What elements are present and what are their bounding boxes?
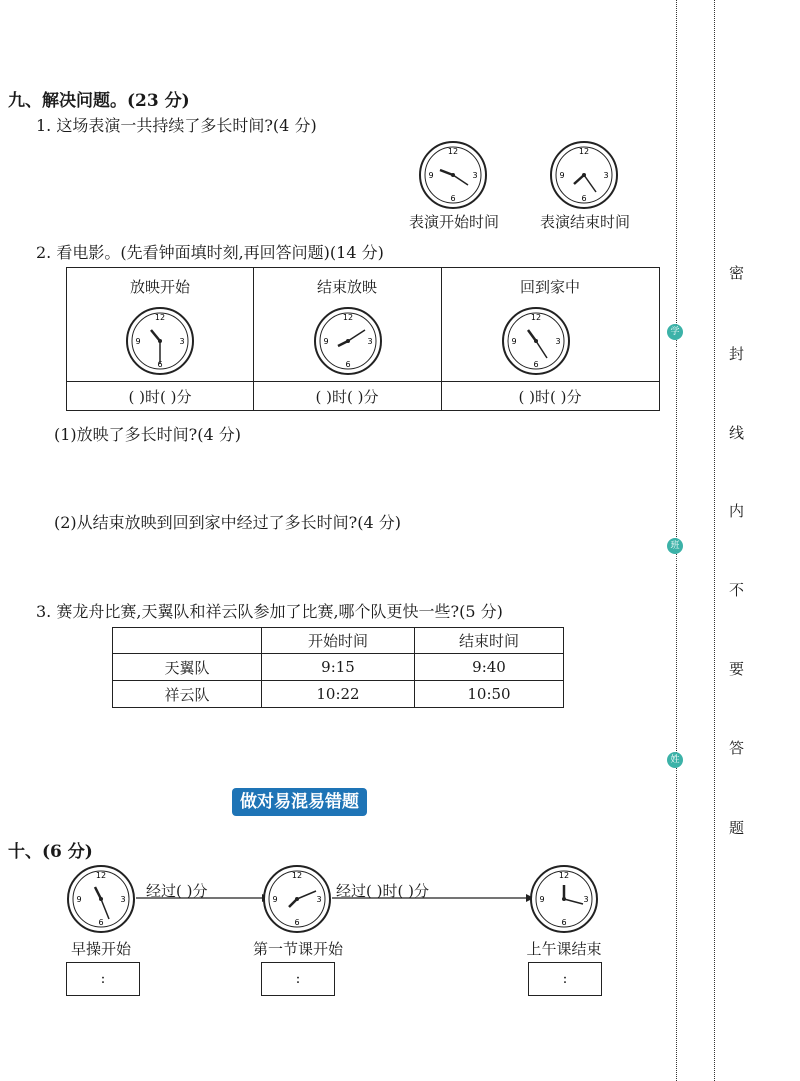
svg-text:9: 9 [559,171,565,180]
q1-caption-end: 表演结束时间 [539,213,630,231]
svg-text:3: 3 [367,337,373,346]
question-2-sub2: (2)从结束放映到回到家中经过了多长时间?(4 分) [54,513,401,532]
svg-text:6: 6 [345,360,351,369]
team-name: 天翼队 [113,654,262,681]
label-first-class: 第一节课开始 [252,940,343,958]
clock-morning-exercise [66,864,136,934]
movie-header-home: 回到家中 [519,278,580,296]
race-header-empty [113,628,262,654]
time-blank-morning-exercise[interactable]: : [66,962,140,996]
svg-text:3: 3 [472,171,478,180]
seal-char: 封 [729,345,745,363]
start-time: 9:15 [262,654,415,681]
svg-text:12: 12 [447,147,459,156]
svg-text:6: 6 [450,194,456,203]
clock-movie-end [313,306,383,376]
time-blank-morning-end[interactable]: : [528,962,602,996]
svg-text:9: 9 [272,895,278,904]
svg-text:9: 9 [428,171,434,180]
question-2-sub1: (1)放映了多长时间?(4 分) [54,425,241,444]
svg-text:12: 12 [154,313,166,322]
seal-char: 密 [729,264,745,282]
svg-text:3: 3 [583,895,589,904]
section10-title: 十、(6 分) [8,842,93,862]
svg-text:12: 12 [342,313,354,322]
svg-text:12: 12 [558,871,570,880]
movie-header-end: 结束放映 [316,278,377,296]
table-row [113,654,564,681]
svg-text:12: 12 [95,871,107,880]
binding-line-right [714,0,715,1081]
seal-char: 不 [729,581,745,599]
mistake-banner: 做对易混易错题 [232,788,367,816]
svg-text:6: 6 [98,918,104,927]
end-time: 10:50 [415,681,564,708]
svg-text:6: 6 [533,360,539,369]
race-header-start: 开始时间 [262,628,415,654]
svg-text:3: 3 [179,337,185,346]
svg-text:9: 9 [511,337,517,346]
clock-q1-start [418,140,488,210]
svg-text:9: 9 [539,895,545,904]
race-header-end: 结束时间 [415,628,564,654]
arrow1-label: 经过( )分 [146,882,208,900]
svg-text:3: 3 [316,895,322,904]
end-time: 9:40 [415,654,564,681]
movie-header-start: 放映开始 [129,278,190,296]
svg-text:6: 6 [581,194,587,203]
arrow2-label: 经过( )时( )分 [336,882,429,900]
movie-fill-start[interactable]: ( )时( )分 [128,388,192,406]
seal-char: 题 [729,819,745,837]
label-morning-exercise: 早操开始 [70,940,131,958]
school-icon: 学校 [667,324,683,340]
svg-text:6: 6 [294,918,300,927]
table-row [113,681,564,708]
seal-char: 答 [729,739,745,757]
movie-fill-end[interactable]: ( )时( )分 [315,388,379,406]
seal-char: 要 [729,660,745,678]
team-name: 祥云队 [113,681,262,708]
section9-title: 九、解决问题。(23 分) [8,91,190,111]
svg-text:3: 3 [120,895,126,904]
label-morning-end: 上午课结束 [526,940,602,958]
clock-morning-end [529,864,599,934]
question-3: 3. 赛龙舟比赛,天翼队和祥云队参加了比赛,哪个队更快一些?(5 分) [36,602,503,621]
start-time: 10:22 [262,681,415,708]
clock-home [501,306,571,376]
q1-caption-start: 表演开始时间 [408,213,499,231]
svg-text:12: 12 [530,313,542,322]
svg-text:3: 3 [555,337,561,346]
class-icon: 班级 [667,538,683,554]
question-2: 2. 看电影。(先看钟面填时刻,再回答问题)(14 分) [36,243,384,262]
question-1: 1. 这场表演一共持续了多长时间?(4 分) [36,116,317,135]
svg-text:12: 12 [578,147,590,156]
movie-fill-home[interactable]: ( )时( )分 [518,388,582,406]
race-table [112,627,564,708]
svg-text:6: 6 [561,918,567,927]
svg-text:3: 3 [603,171,609,180]
svg-text:6: 6 [157,360,163,369]
clock-q1-end [549,140,619,210]
seal-char: 内 [729,502,745,520]
svg-text:9: 9 [323,337,329,346]
svg-text:9: 9 [135,337,141,346]
seal-char: 线 [729,424,745,442]
time-blank-first-class[interactable]: : [261,962,335,996]
movie-table [66,267,660,411]
clock-movie-start [125,306,195,376]
svg-text:12: 12 [291,871,303,880]
svg-text:9: 9 [76,895,82,904]
clock-first-class [262,864,332,934]
name-icon: 姓名 [667,752,683,768]
